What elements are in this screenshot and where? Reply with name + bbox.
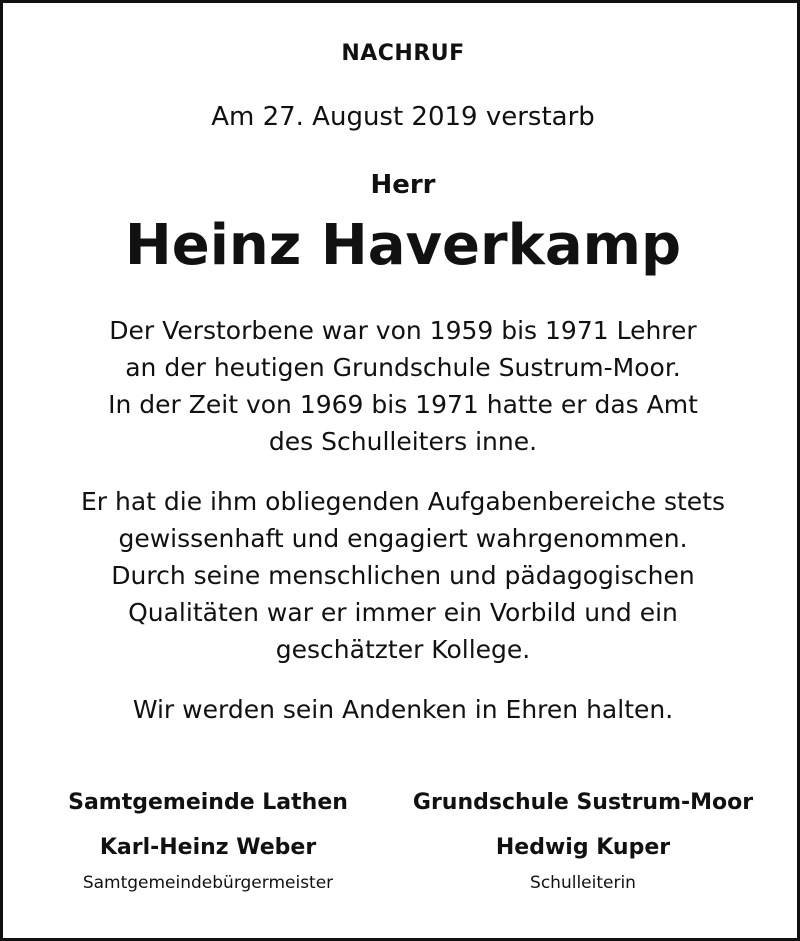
deceased-name: Heinz Haverkamp (124, 213, 682, 278)
tribute-paragraph (3, 483, 800, 668)
text-line: geschätzter Kollege. (275, 635, 531, 664)
salutation: Herr (370, 170, 436, 200)
left-signature-name: Karl-Heinz Weber (99, 835, 317, 860)
closing-line (3, 691, 800, 728)
left-signature-organization: Samtgemeinde Lathen (68, 790, 348, 815)
notice-title: NACHRUF (341, 41, 465, 66)
right-signature-name: Hedwig Kuper (495, 835, 671, 860)
right-signature-role: Schulleiterin (530, 873, 636, 893)
text-line: Wir werden sein Andenken in Ehren halten. (132, 695, 674, 724)
text-line: Qualitäten war er immer ein Vorbild und ein (128, 598, 678, 627)
right-signature-organization: Grundschule Sustrum-Moor (412, 790, 754, 815)
career-paragraph (3, 312, 800, 460)
text-line: Durch seine menschlichen und pädagogischen (111, 561, 695, 590)
left-signature-role: Samtgemeindebürgermeister (82, 873, 334, 893)
text-line: In der Zeit von 1969 bis 1971 hatte er das Amt (108, 390, 698, 419)
text-line: Er hat die ihm obliegenden Aufgabenbereiche stets (80, 487, 726, 516)
text-line: gewissenhaft und engagiert wahrgenommen. (118, 524, 688, 553)
text-line: Der Verstorbene war von 1959 bis 1971 Lehrer (109, 316, 697, 345)
date-of-death: Am 27. August 2019 verstarb (211, 102, 595, 132)
text-line: an der heutigen Grundschule Sustrum-Moor. (125, 353, 681, 382)
text-line: des Schulleiters inne. (268, 427, 538, 456)
